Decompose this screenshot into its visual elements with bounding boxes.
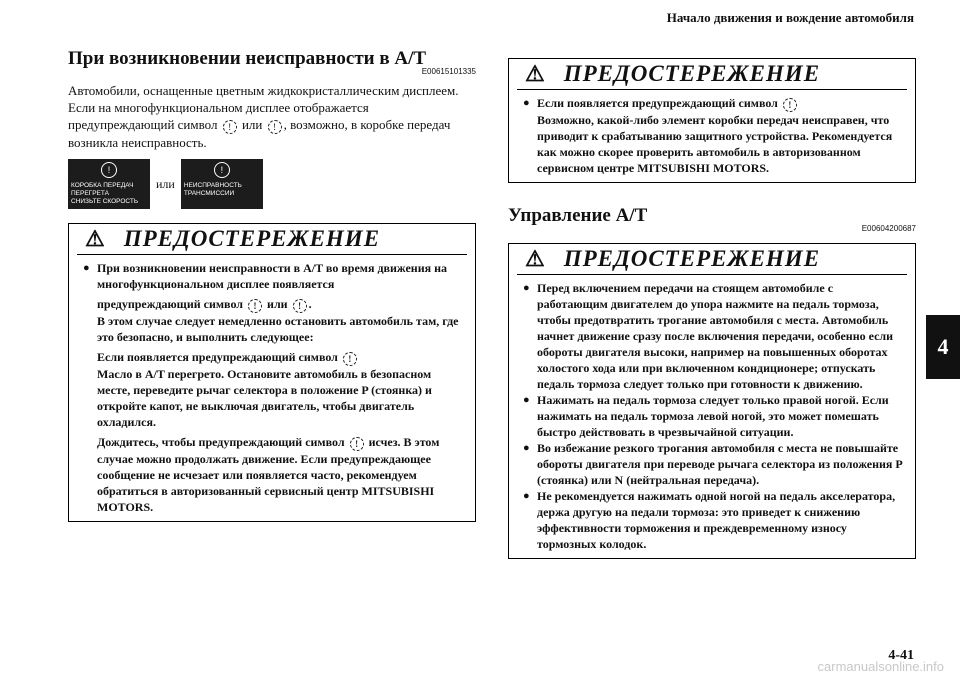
intro-paragraph-2: Если на многофункциональном дисплее отображается предупреждающий символ ! или ! , возможно, в коробке передач возникла неисправность. <box>68 100 451 150</box>
intro-paragraph-1: Автомобили, оснащенные цветным жидкокристаллическим дисплеем. <box>68 83 459 98</box>
left-column <box>68 48 476 522</box>
warning-triangle-icon: ⚠ <box>525 246 546 271</box>
at-warning-icon: ! <box>268 120 282 134</box>
at-warning-icon: ! <box>223 120 237 134</box>
section-title-at-fault: При возникновении неисправности в A/T <box>68 48 427 69</box>
warning-box-right-bottom <box>508 243 916 559</box>
intro-text <box>68 82 476 151</box>
warning-item: ● Если появляется предупреждающий символ ! Возможно, какой-либо элемент коробки передач неисправен, что приводит к срабатыванию защитного устройства. Рекомендуется как можно скорее проверить автомобиль в авторизованном сервисном центре MITSUBISHI MOTORS. <box>523 96 893 175</box>
warning-body <box>509 275 915 558</box>
warning-item: ● Не рекомендуется нажимать одной ногой на педаль акселератора, держа другую на педали тормоза: это приведет к снижению эффективности торможения и преждевременному износу тормозных колодок. <box>523 489 896 551</box>
indicator-or: или <box>156 176 175 191</box>
warning-heading: ⚠ ПРЕДОСТЕРЕЖЕНИЕ <box>85 226 381 251</box>
at-warning-icon: ! <box>248 299 262 313</box>
warning-item: ● Перед включением передачи на стоящем автомобиле с работающим двигателем до упора нажмите на педаль тормоза, чтобы предотвратить трогание автомобиля с места. Автомобиль начнет движение сразу после включения передачи, особенно если обороты двигателя высоки, например на повышенных оборотах холостого хода или при включенном кондиционере; отпускать педаль тормоза следует только при готовности к движению. <box>523 281 894 391</box>
warning-item: ● При возникновении неисправности в A/T во время движения на многофункциональном дисплее появляется предупреждающий символ ! или ! . В этом случае следует немедленно остановить автомобиль там, где это безопасно, и выполнить следующее: Если появляется предупреждающий символ ! Масло в A/T перегрето. Остановите автомобиль в безопасном месте, переведите рычаг селектора в положение P (стоянка) и откройте капот, не выключая двигатель, чтобы двигатель охладился. Дождитесь, чтобы предупреждающий символ ! исчез. В этом случае можно продолжать движение. Если предупреждающее сообщение не исчезает или появляется часто, рекомендуем обратиться в авторизованный сервисный центр MITSUBISHI MOTORS. <box>83 261 459 514</box>
warning-item: ● Во избежание резкого трогания автомобиля с места не повышайте обороты двигателя при переводе рычага селектора из положения P (стоянка) или N (нейтральная передача). <box>523 441 903 487</box>
at-warning-icon: ! <box>350 437 364 451</box>
warning-item: ● Нажимать на педаль тормоза следует только правой ногой. Если нажимать на педаль тормоза левой ногой, это может помешать быстро действовать в чрезвычайной ситуации. <box>523 393 889 439</box>
section-code: E00604200687 <box>861 224 916 233</box>
running-header: Начало движения и вождение автомобиля <box>666 10 914 25</box>
at-warning-icon: ! <box>343 352 357 366</box>
warning-box-left <box>68 223 476 522</box>
watermark: carmanualsonline.info <box>817 659 944 674</box>
warning-heading: ⚠ ПРЕДОСТЕРЕЖЕНИЕ <box>525 61 821 86</box>
section-title-at-operation: Управление A/T <box>508 205 648 226</box>
chapter-tab: 4 <box>926 315 960 379</box>
display-fault-indicator: ! НЕИСПРАВНОСТЬ ТРАНСМИССИИ <box>181 159 263 209</box>
gear-icon: ! <box>101 162 117 178</box>
page-number: 4-41 <box>888 648 914 663</box>
warning-body <box>509 90 915 182</box>
warning-triangle-icon: ⚠ <box>525 61 546 86</box>
warning-triangle-icon: ⚠ <box>85 226 106 251</box>
display-overheat-indicator: ! КОРОБКА ПЕРЕДАЧ ПЕРЕГРЕТА СНИЗЬТЕ СКОРОСТЬ <box>68 159 150 209</box>
warning-box-right-top <box>508 58 916 183</box>
gear-icon: ! <box>214 162 230 178</box>
section-code: E00615101335 <box>421 67 476 76</box>
indicator-images <box>68 159 476 209</box>
right-column <box>508 58 916 559</box>
warning-heading: ⚠ ПРЕДОСТЕРЕЖЕНИЕ <box>525 246 821 271</box>
warning-body <box>69 255 475 521</box>
at-warning-icon: ! <box>783 98 797 112</box>
at-warning-icon: ! <box>293 299 307 313</box>
